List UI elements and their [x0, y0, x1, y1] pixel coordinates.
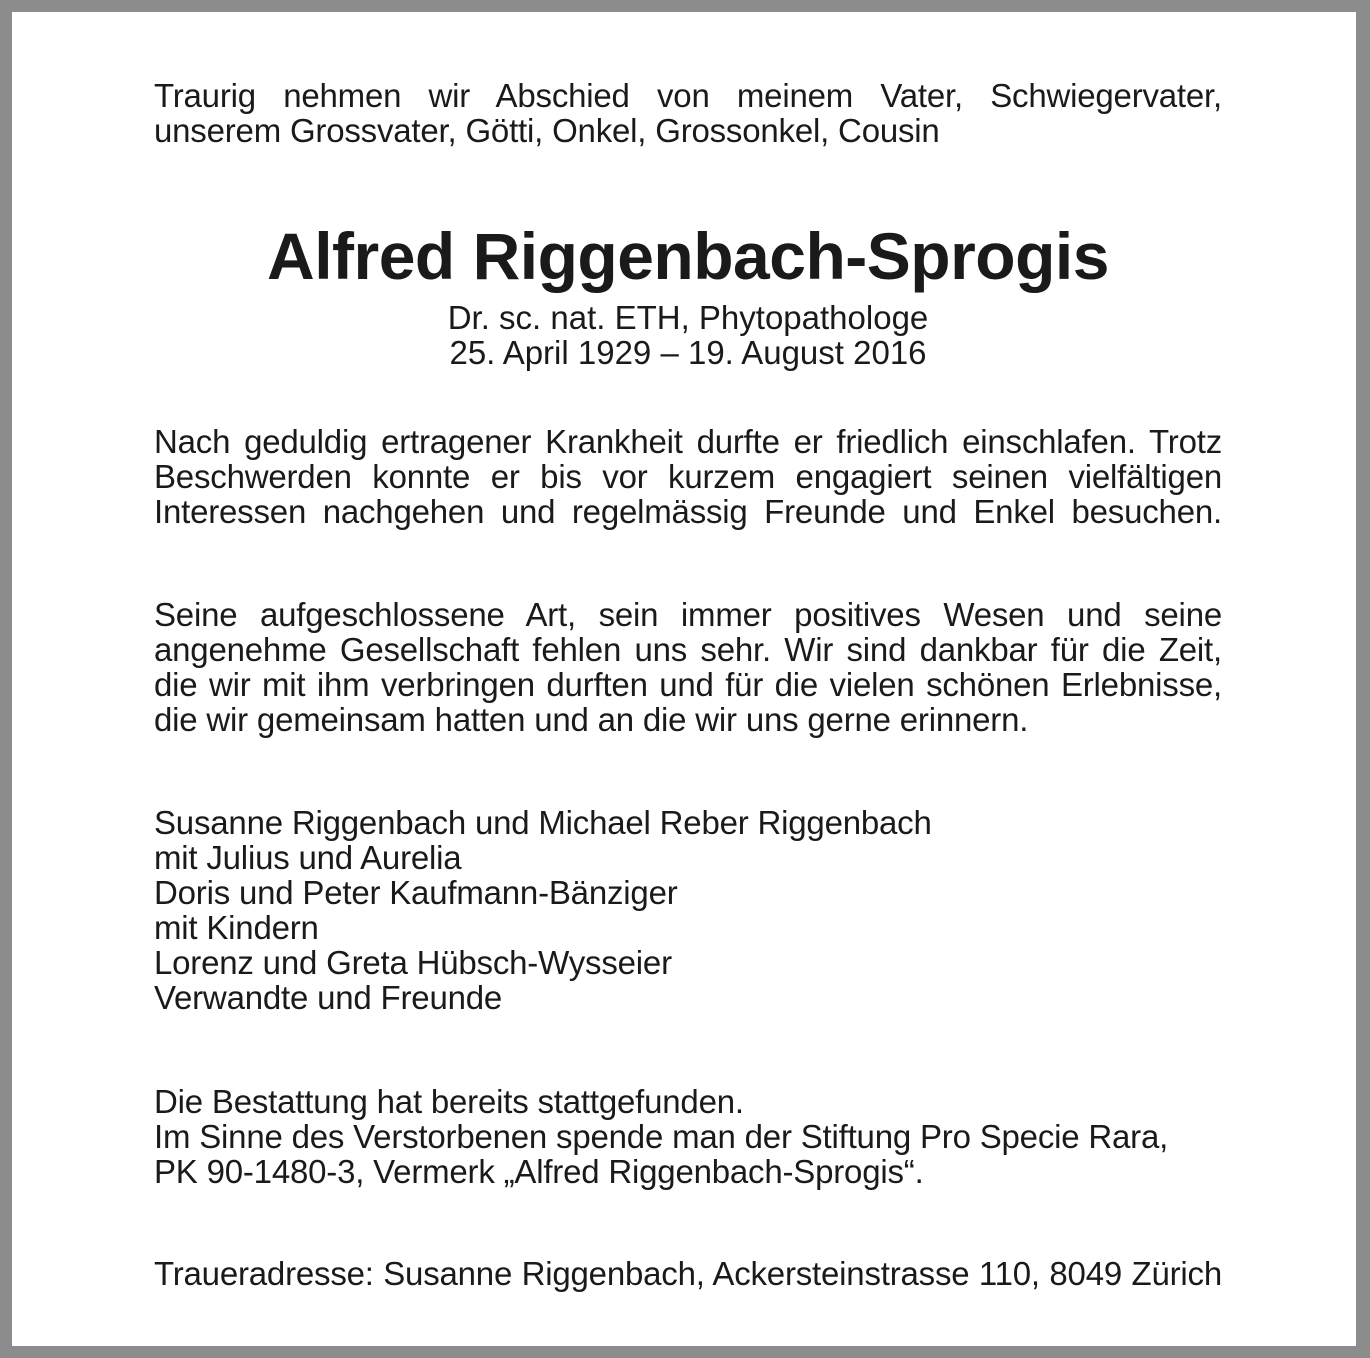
paragraph-line: Beschwerden konnte er bis vor kurzem engagiert seinen vielfältigen: [154, 458, 1222, 495]
intro-line: unserem Grossvater, Götti, Onkel, Grossonkel, Cousin: [154, 112, 940, 149]
paragraph-line: Seine aufgeschlossene Art, sein immer positives Wesen und seine: [154, 596, 1222, 633]
paragraph-line: die wir mit ihm verbringen durften und für die vielen schönen Erlebnisse,: [154, 666, 1222, 703]
family-line: Doris und Peter Kaufmann-Bänziger: [154, 874, 678, 911]
deceased-dates: 25. April 1929 – 19. August 2016: [449, 334, 927, 371]
deceased-title: Dr. sc. nat. ETH, Phytopathologe: [447, 299, 929, 336]
paragraph-line: die wir gemeinsam hatten und an die wir uns gerne erinnern.: [154, 701, 1029, 738]
mourning-address: [154, 1256, 1222, 1291]
intro-line: Traurig nehmen wir Abschied von meinem Vater, Schwiegervater,: [154, 77, 1222, 114]
family-line: Verwandte und Freunde: [154, 979, 503, 1016]
intro-text: [154, 78, 1222, 148]
paragraph-line: Interessen nachgehen und regelmässig Freunde und Enkel besuchen.: [154, 493, 1222, 530]
family-line: mit Julius und Aurelia: [154, 839, 462, 876]
paragraph-line: angenehme Gesellschaft fehlen uns sehr. Wir sind dankbar für die Zeit,: [154, 631, 1222, 668]
family-line: mit Kindern: [154, 909, 319, 946]
family-line: Susanne Riggenbach und Michael Reber Riggenbach: [154, 804, 932, 841]
paragraph-illness: [154, 424, 1222, 529]
deceased-name: Alfred Riggenbach-Sprogis: [267, 219, 1109, 293]
funeral-line: Die Bestattung hat bereits stattgefunden.: [154, 1083, 744, 1120]
family-line: Lorenz und Greta Hübsch-Wysseier: [154, 944, 672, 981]
obituary-page: [12, 12, 1356, 1346]
paragraph-line: Nach geduldig ertragener Krankheit durfte er friedlich einschlafen. Trotz: [154, 423, 1222, 460]
address-line: Traueradresse: Susanne Riggenbach, Ackersteinstrasse 110, 8049 Zürich: [154, 1255, 1222, 1292]
family-list: [154, 805, 1222, 1015]
funeral-line: Im Sinne des Verstorbenen spende man der Stiftung Pro Specie Rara,: [154, 1118, 1169, 1155]
paragraph-memories: [154, 597, 1222, 737]
funeral-line: PK 90-1480-3, Vermerk „Alfred Riggenbach-Sprogis“.: [154, 1153, 924, 1190]
deceased-details: [154, 300, 1222, 370]
funeral-notice: [154, 1084, 1222, 1189]
